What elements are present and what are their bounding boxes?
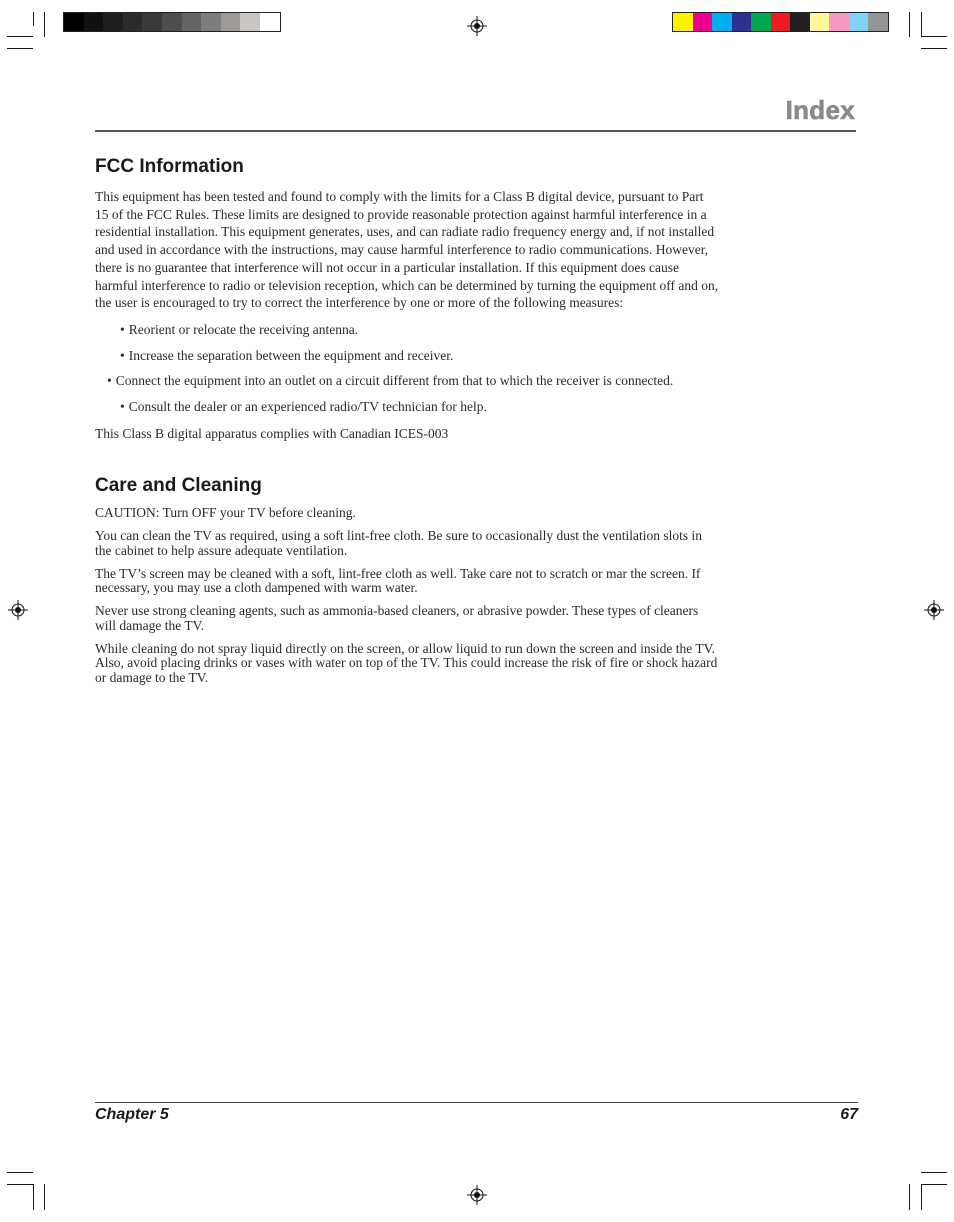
list-item — [120, 321, 720, 339]
bullet-icon: • — [120, 321, 125, 337]
crop-mark — [7, 1184, 33, 1185]
fcc-closing-paragraph: This Class B digital apparatus complies with Canadian ICES-003 — [95, 425, 449, 441]
color-swatch — [260, 13, 280, 31]
crop-mark — [921, 1184, 922, 1210]
fcc-information-section — [95, 156, 720, 442]
crop-mark — [921, 36, 947, 37]
color-swatch — [693, 13, 713, 31]
color-swatch — [673, 13, 693, 31]
list-item — [107, 372, 720, 390]
bullet-icon: • — [120, 347, 125, 363]
color-swatch — [182, 13, 202, 31]
fcc-intro-paragraph: This equipment has been tested and found to comply with the limits for a Class B digital device, pursuant to Part 15 of the FCC Rules. These limits are designed to provide reasonable protection against harmful interference in a residential installation. This equipment generates, uses, and can radiate radio frequency energy and, if not installed and used in accordance with the instructions, may cause harmful interference to radio communications. However, there is no guarantee that interference will not occur in a particular installation. If this equipment does cause harmful interference to radio or television reception, which can be determined by turning the equipment off and on, the user is encouraged to try to correct the interference by one or more of the following measures: — [95, 189, 719, 311]
registration-mark-icon — [467, 16, 487, 36]
crop-mark — [44, 12, 45, 37]
crop-mark — [7, 36, 33, 37]
crop-mark — [921, 1172, 947, 1173]
care-paragraph: The TV’s screen may be cleaned with a soft, lint-free cloth as well. Take care not to scratch or mar the screen. If necessary, you may use a cloth dampened with warm water. — [95, 565, 701, 596]
color-swatch — [751, 13, 771, 31]
color-swatch — [712, 13, 732, 31]
color-swatch — [732, 13, 752, 31]
list-item-text: Connect the equipment into an outlet on a circuit different from that to which the receiver is connected. — [115, 373, 674, 389]
list-item-text: Consult the dealer or an experienced radio/TV technician for help. — [128, 399, 487, 415]
bullet-icon: • — [120, 399, 125, 415]
care-paragraph: While cleaning do not spray liquid directly on the screen, or allow liquid to run down the screen and inside the TV. Also, avoid placing drinks or vases with water on top of the TV. This could increase the risk of fire or shock hazard or damage to the TV. — [95, 640, 718, 685]
page-title: Index — [785, 95, 855, 125]
color-swatch — [162, 13, 182, 31]
process-color-bar — [672, 12, 889, 32]
color-swatch — [64, 13, 84, 31]
registration-mark-icon — [924, 600, 944, 620]
color-swatch — [123, 13, 143, 31]
crop-mark — [7, 48, 33, 49]
crop-mark — [921, 12, 922, 37]
color-swatch — [868, 13, 888, 31]
color-swatch — [142, 13, 162, 31]
color-swatch — [221, 13, 241, 31]
page-content — [95, 156, 720, 694]
crop-mark — [909, 12, 910, 37]
list-item-text: Increase the separation between the equipment and receiver. — [128, 347, 454, 363]
care-paragraph: Never use strong cleaning agents, such as ammonia-based cleaners, or abrasive powder. These types of cleaners will damage the TV. — [95, 603, 699, 633]
care-paragraph: You can clean the TV as required, using a soft lint-free cloth. Be sure to occasionally dust the ventilation slots in the cabinet to help assure adequate ventilation. — [95, 528, 702, 558]
footer-divider — [95, 1102, 858, 1103]
crop-mark — [909, 1184, 910, 1210]
care-paragraph: CAUTION: Turn OFF your TV before cleaning. — [95, 505, 356, 521]
crop-mark — [44, 1184, 45, 1210]
title-divider — [95, 130, 856, 132]
color-swatch — [201, 13, 221, 31]
color-swatch — [240, 13, 260, 31]
color-swatch — [771, 13, 791, 31]
fcc-heading: FCC Information — [95, 156, 244, 177]
bullet-icon: • — [107, 373, 112, 389]
list-item-text: Reorient or relocate the receiving antenna. — [128, 321, 359, 337]
page-number: 67 — [840, 1106, 858, 1123]
color-swatch — [829, 13, 849, 31]
crop-mark — [921, 48, 947, 49]
care-and-cleaning-section — [95, 475, 720, 685]
registration-mark-icon — [8, 600, 28, 620]
fcc-measures-list — [95, 321, 720, 416]
color-swatch — [849, 13, 869, 31]
registration-mark-icon — [467, 1185, 487, 1205]
care-heading: Care and Cleaning — [95, 475, 262, 497]
crop-mark — [33, 1184, 34, 1210]
list-item — [120, 398, 720, 416]
color-swatch — [84, 13, 104, 31]
color-swatch — [103, 13, 123, 31]
footer-chapter: Chapter 5 — [95, 1106, 169, 1123]
list-item — [120, 347, 720, 365]
crop-mark — [33, 12, 34, 26]
crop-mark — [7, 1172, 33, 1173]
color-swatch — [810, 13, 830, 31]
crop-mark — [921, 1184, 947, 1185]
color-swatch — [790, 13, 810, 31]
grayscale-color-bar — [63, 12, 281, 32]
